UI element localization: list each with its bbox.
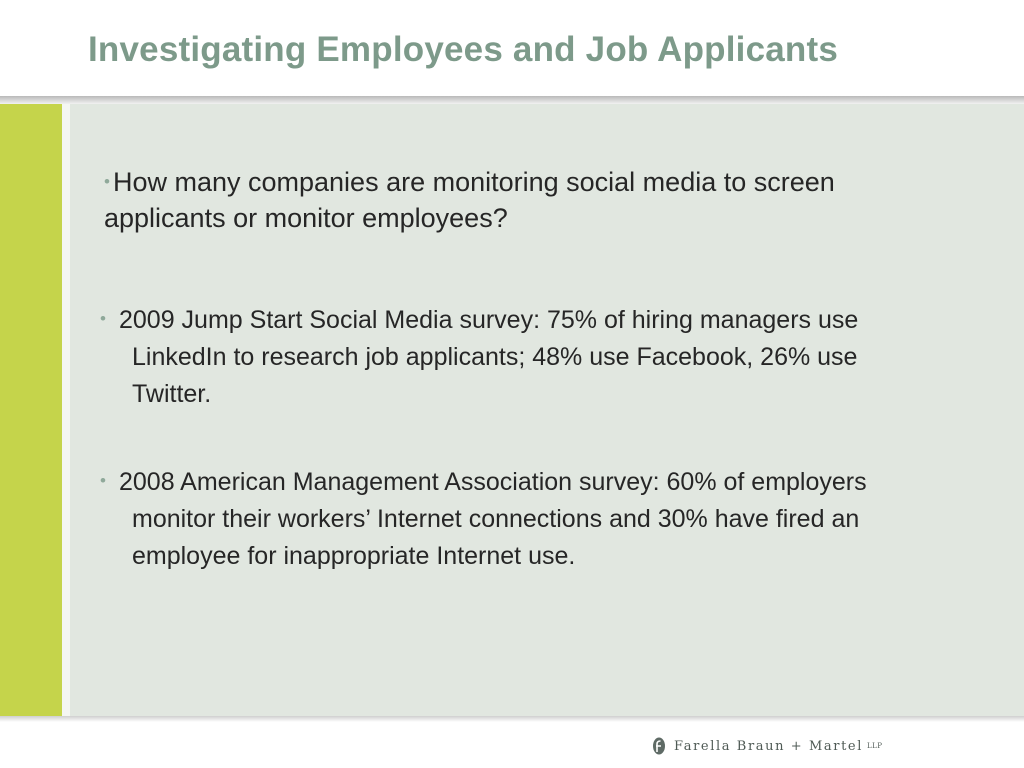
sub-bullet-text: 2009 Jump Start Social Media survey: 75% of hiring managers use LinkedIn to research job applicants; 48% use Facebook, 26% use Twitter. xyxy=(119,306,859,408)
question-text: How many companies are monitoring social media to screen applicants or monitor employees? xyxy=(104,167,835,233)
accent-separator xyxy=(62,104,70,716)
firm-logo xyxy=(652,735,882,757)
sub-bullet-2009-survey xyxy=(116,300,932,413)
bottom-divider xyxy=(0,716,1024,722)
slide-title: Investigating Employees and Job Applicants xyxy=(88,30,839,69)
logo-text: Farella Braun + Martel xyxy=(674,738,863,754)
left-accent-bar xyxy=(0,104,62,716)
logo-suffix: LLP xyxy=(866,742,883,750)
sub-bullet-text: 2008 American Management Association survey: 60% of employers monitor their workers’ Internet connections and 30% have fired an employee for inappropriate Internet use. xyxy=(119,468,867,570)
bullet-icon: • xyxy=(104,172,110,191)
f-leaf-logo-icon xyxy=(652,737,666,755)
question-bullet xyxy=(104,164,924,236)
sub-bullet-2008-survey xyxy=(116,462,932,575)
